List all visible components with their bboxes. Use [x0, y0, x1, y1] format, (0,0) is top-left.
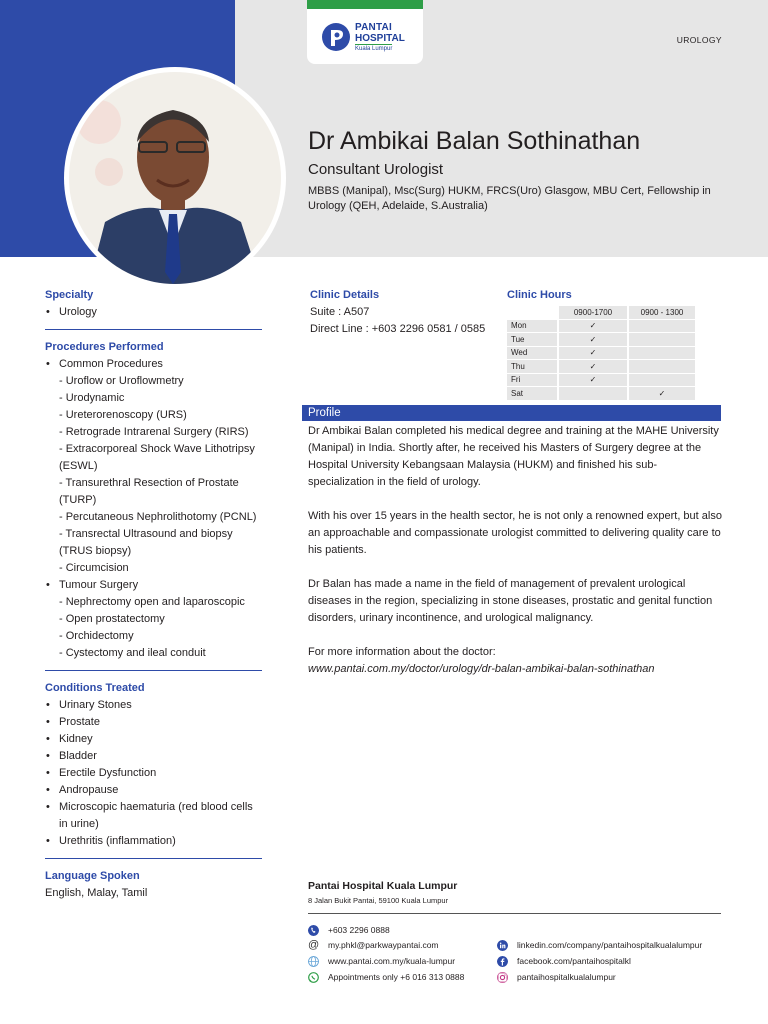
hours-cell — [629, 320, 695, 333]
clinic-hours — [507, 287, 697, 401]
hours-cell: ✓ — [559, 374, 627, 387]
condition-item: • Andropause — [45, 782, 262, 799]
procedure-item: - Retrograde Intrarenal Surgery (RIRS) — [59, 426, 249, 438]
hours-column-header: 0900-1700 — [559, 306, 627, 319]
hours-day: Wed — [507, 347, 557, 360]
hours-day: Mon — [507, 320, 557, 333]
procedure-item: - Orchidectomy — [59, 630, 134, 642]
hours-cell — [629, 347, 695, 360]
condition-item: • Urethritis (inflammation) — [45, 833, 262, 850]
footer-divider — [308, 913, 721, 914]
hours-cell: ✓ — [559, 360, 627, 373]
clinic-heading: Clinic Details — [310, 289, 380, 301]
hours-corner — [507, 306, 557, 319]
doctor-qualifications: MBBS (Manipal), Msc(Surg) HUKM, FRCS(Uro) Glasgow, MBU Cert, Fellowship in Urology (QEH, Adelaide, S.Australia) — [308, 185, 711, 212]
doctor-name: Dr Ambikai Balan Sothinathan — [308, 127, 641, 155]
procedure-group-tumour: • Tumour Surgery — [45, 577, 262, 594]
hours-day: Thu — [507, 360, 557, 373]
doctor-title: Consultant Urologist — [308, 161, 444, 178]
hours-cell: ✓ — [559, 333, 627, 346]
globe-icon — [308, 956, 319, 967]
more-info-label: For more information about the doctor: — [308, 646, 496, 658]
divider — [45, 329, 262, 330]
hours-table — [505, 305, 697, 401]
procedure-item: - Percutaneous Nephrolithotomy (PCNL) — [59, 511, 257, 523]
contact-linkedin[interactable] — [497, 939, 702, 951]
procedure-item: - Uroflow or Uroflowmetry — [59, 375, 184, 387]
logo-line-1: PANTAI — [355, 22, 392, 33]
website-text: www.pantai.com.my/kuala-lumpur — [328, 956, 456, 966]
languages-heading: Language Spoken — [45, 870, 140, 882]
instagram-icon — [497, 972, 508, 983]
logo-line-2: HOSPITAL — [355, 33, 405, 44]
procedure-group-common: • Common Procedures — [45, 356, 262, 373]
contact-whatsapp[interactable] — [308, 971, 464, 983]
pantai-logo-icon — [321, 22, 351, 52]
whatsapp-icon — [308, 972, 319, 983]
procedure-item: - Ureterorenoscopy (URS) — [59, 409, 187, 421]
hours-day: Fri — [507, 374, 557, 387]
languages-text: English, Malay, Tamil — [45, 887, 148, 899]
whatsapp-text: Appointments only +6 016 313 0888 — [328, 972, 465, 982]
condition-item: • Microscopic haematuria (red blood cells in urine) — [45, 799, 262, 833]
hours-header-row — [507, 306, 695, 319]
profile-heading: Profile — [302, 405, 721, 421]
hours-cell: ✓ — [559, 320, 627, 333]
hours-day: Sat — [507, 387, 557, 400]
footer-hospital-name: Pantai Hospital Kuala Lumpur — [308, 880, 458, 892]
procedure-item: - Circumcision — [59, 562, 129, 574]
hours-column-header: 0900 - 1300 — [629, 306, 695, 319]
logo-green-bar — [307, 0, 423, 9]
condition-item: • Bladder — [45, 748, 262, 765]
phone-icon — [308, 925, 319, 936]
hours-cell — [629, 360, 695, 373]
clinic-direct-line: Direct Line : +603 2296 0581 / 0585 — [310, 323, 486, 335]
facebook-text: facebook.com/pantaihospitalkl — [517, 956, 631, 966]
divider — [45, 670, 262, 671]
hours-row — [507, 347, 695, 360]
doctor-portrait-icon — [69, 72, 281, 284]
contact-website[interactable] — [308, 955, 455, 967]
clinic-suite: Suite : A507 — [310, 306, 370, 318]
hours-row — [507, 333, 695, 346]
condition-item: • Prostate — [45, 714, 262, 731]
hospital-logo — [307, 0, 423, 64]
clinic-details — [310, 287, 485, 338]
footer-address: 8 Jalan Bukit Pantai, 59100 Kuala Lumpur — [308, 896, 449, 905]
hours-row — [507, 320, 695, 333]
contact-email[interactable] — [308, 939, 439, 951]
hours-cell — [629, 374, 695, 387]
left-column — [45, 287, 262, 902]
facebook-icon — [497, 956, 508, 967]
instagram-text: pantaihospitalkualalumpur — [517, 972, 616, 982]
condition-item: • Kidney — [45, 731, 262, 748]
specialty-heading: Specialty — [45, 289, 94, 301]
email-icon: @ — [308, 938, 320, 951]
linkedin-icon — [497, 940, 508, 951]
hours-cell — [629, 333, 695, 346]
contact-facebook[interactable] — [497, 955, 631, 967]
more-info-link[interactable]: www.pantai.com.my/doctor/urology/dr-balan-ambikai-balan-sothinathan — [308, 663, 655, 675]
contact-instagram[interactable] — [497, 971, 616, 983]
profile-paragraph: Dr Ambikai Balan completed his medical degree and training at the MAHE University (Manipal) in India. Shortly after, he received his Masters of Surgery degree at the Hospital University Kebangsaan Malaysia (HUKM) and finished his sub-specialization in the field of urology. — [308, 425, 719, 488]
procedure-item: - Urodynamic — [59, 392, 125, 404]
doctor-photo — [69, 72, 281, 284]
hours-row — [507, 374, 695, 387]
hours-heading: Clinic Hours — [507, 289, 572, 301]
condition-item: • Urinary Stones — [45, 697, 262, 714]
procedure-item: - Cystectomy and ileal conduit — [59, 647, 206, 659]
hours-day: Tue — [507, 333, 557, 346]
condition-item: • Erectile Dysfunction — [45, 765, 262, 782]
profile-paragraph: With his over 15 years in the health sector, he is not only a renowned expert, but also an approachable and compassionate urologist committed to delivering quality care to his patients. — [308, 510, 722, 556]
department-tag: UROLOGY — [676, 35, 722, 45]
procedure-item: - Extracorporeal Shock Wave Lithotripsy (ESWL) — [59, 443, 255, 472]
procedures-heading: Procedures Performed — [45, 341, 164, 353]
conditions-heading: Conditions Treated — [45, 682, 145, 694]
hours-cell: ✓ — [559, 347, 627, 360]
divider — [45, 858, 262, 859]
hours-row — [507, 387, 695, 400]
linkedin-text: linkedin.com/company/pantaihospitalkualalumpur — [517, 940, 703, 950]
procedure-item: - Transurethral Resection of Prostate (TURP) — [59, 477, 239, 506]
hours-cell: ✓ — [629, 387, 695, 400]
logo-line-3: Kuala Lumpur — [355, 46, 393, 52]
procedure-item: - Open prostatectomy — [59, 613, 165, 625]
procedure-item: - Transrectal Ultrasound and biopsy (TRUS biopsy) — [59, 528, 233, 557]
hours-row — [507, 360, 695, 373]
profile-body — [308, 423, 722, 678]
procedure-item: - Nephrectomy open and laparoscopic — [59, 596, 245, 608]
hours-cell — [559, 387, 627, 400]
phone-text: +603 2296 0888 — [328, 925, 390, 935]
contact-phone[interactable] — [308, 924, 390, 936]
email-text: my.phkl@parkwaypantai.com — [328, 940, 439, 950]
profile-paragraph: Dr Balan has made a name in the field of management of prevalent urological diseases in the region, specializing in stone diseases, prostatic and genital function disorders, urinary incontinence, and urological malignancy. — [308, 578, 713, 624]
specialty-item: • Urology — [45, 304, 262, 321]
